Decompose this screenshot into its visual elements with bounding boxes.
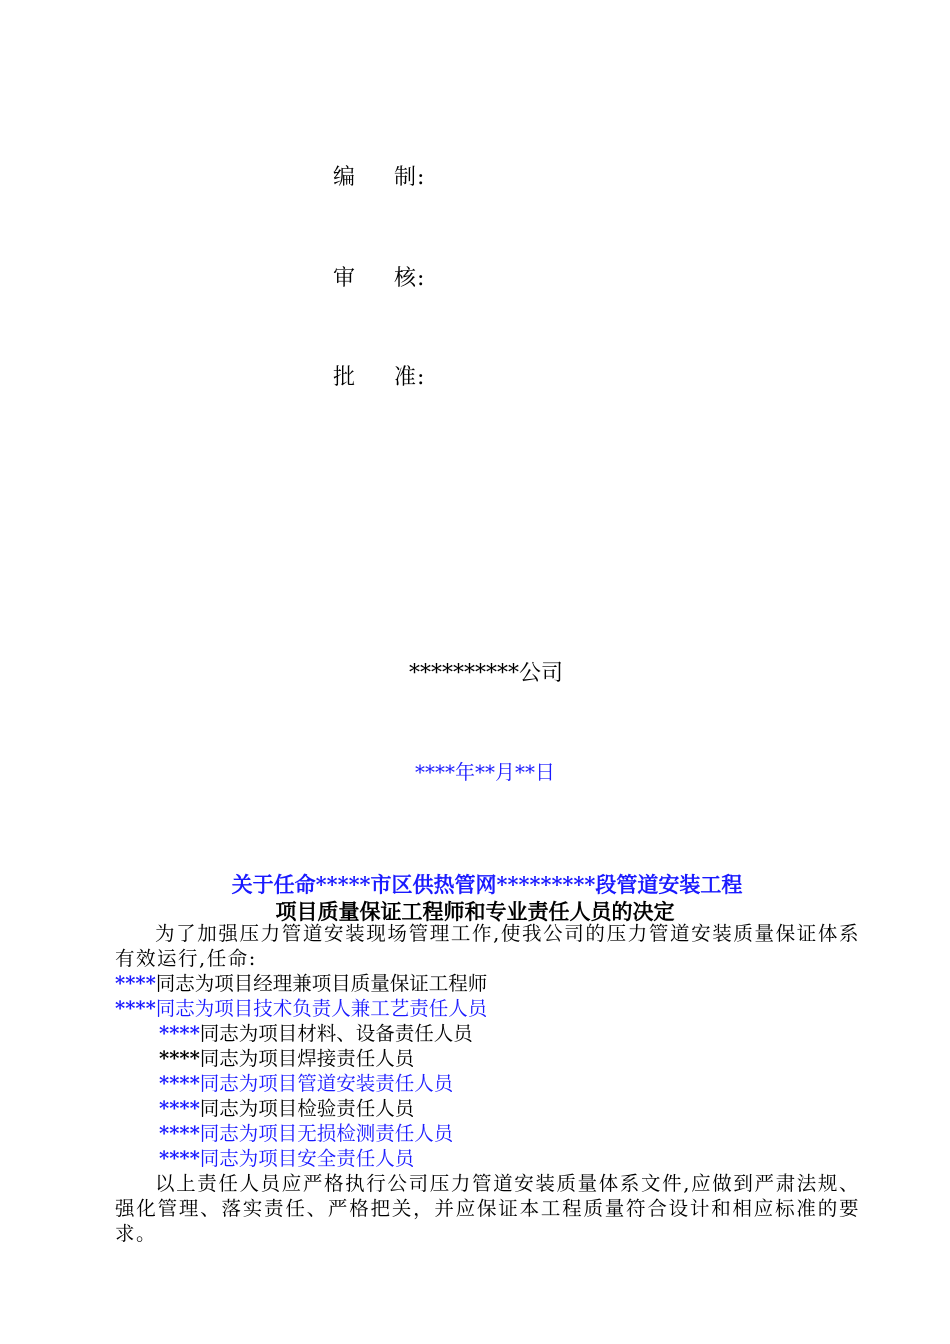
appointee-name: **** [159,1097,200,1120]
decision-title-line2-text: 项目质量保证工程师和专业责任人员的决定 [275,899,675,924]
appointee-name: **** [159,1022,200,1045]
reviewed-by-label [333,261,425,292]
decision-title-line1 [0,869,950,899]
decision-title-line1-text: 关于任命*****市区供热管网*********段管道安装工程 [231,872,743,897]
appointment-text: 同志为项目无损检测责任人员 [199,1122,454,1145]
appointment-line [159,1096,414,1121]
appointee-name: **** [159,1122,200,1145]
reviewed-by-char2: 核: [394,266,426,291]
appointment-text: 同志为项目焊接责任人员 [199,1047,415,1070]
appointment-line [159,1046,414,1071]
appointment-line [115,996,487,1021]
appointment-text: 同志为项目经理兼项目质量保证工程师 [155,972,488,995]
appointment-text: 同志为项目技术负责人兼工艺责任人员 [155,997,488,1020]
appointee-name: **** [159,1147,200,1170]
appointee-name: **** [159,1047,200,1070]
company-name-text: **********公司 [408,661,563,686]
document-date [0,756,950,785]
approved-by-char1: 批 [333,365,357,390]
appointee-name: **** [115,972,156,995]
appointment-text: 同志为项目管道安装责任人员 [199,1072,454,1095]
intro-paragraph: 为了加强压力管道安装现场管理工作,使我公司的压力管道安装质量保证体系有效运行,任命: [115,922,860,970]
approved-by-char2: 准: [394,365,426,390]
appointment-line [159,1021,473,1046]
appointment-text: 同志为项目安全责任人员 [199,1147,415,1170]
closing-paragraph: 以上责任人员应严格执行公司压力管道安装质量体系文件,应做到严肃法规、强化管理、落实责任、严格把关，并应保证本工程质量符合设计和相应标准的要求。 [115,1172,860,1245]
approved-by-label [333,360,425,391]
appointment-line [159,1146,414,1171]
appointment-text: 同志为项目材料、设备责任人员 [199,1022,473,1045]
appointment-line [159,1121,453,1146]
reviewed-by-char1: 审 [333,266,357,291]
appointee-name: **** [159,1072,200,1095]
compiled-by-label [333,160,425,191]
document-date-text: ****年**月**日 [415,760,555,784]
appointment-line [159,1071,453,1096]
company-name [0,656,950,687]
compiled-by-char2: 制: [394,165,426,190]
appointment-line [115,971,487,996]
appointment-text: 同志为项目检验责任人员 [199,1097,415,1120]
compiled-by-char1: 编 [333,165,357,190]
appointee-name: **** [115,997,156,1020]
